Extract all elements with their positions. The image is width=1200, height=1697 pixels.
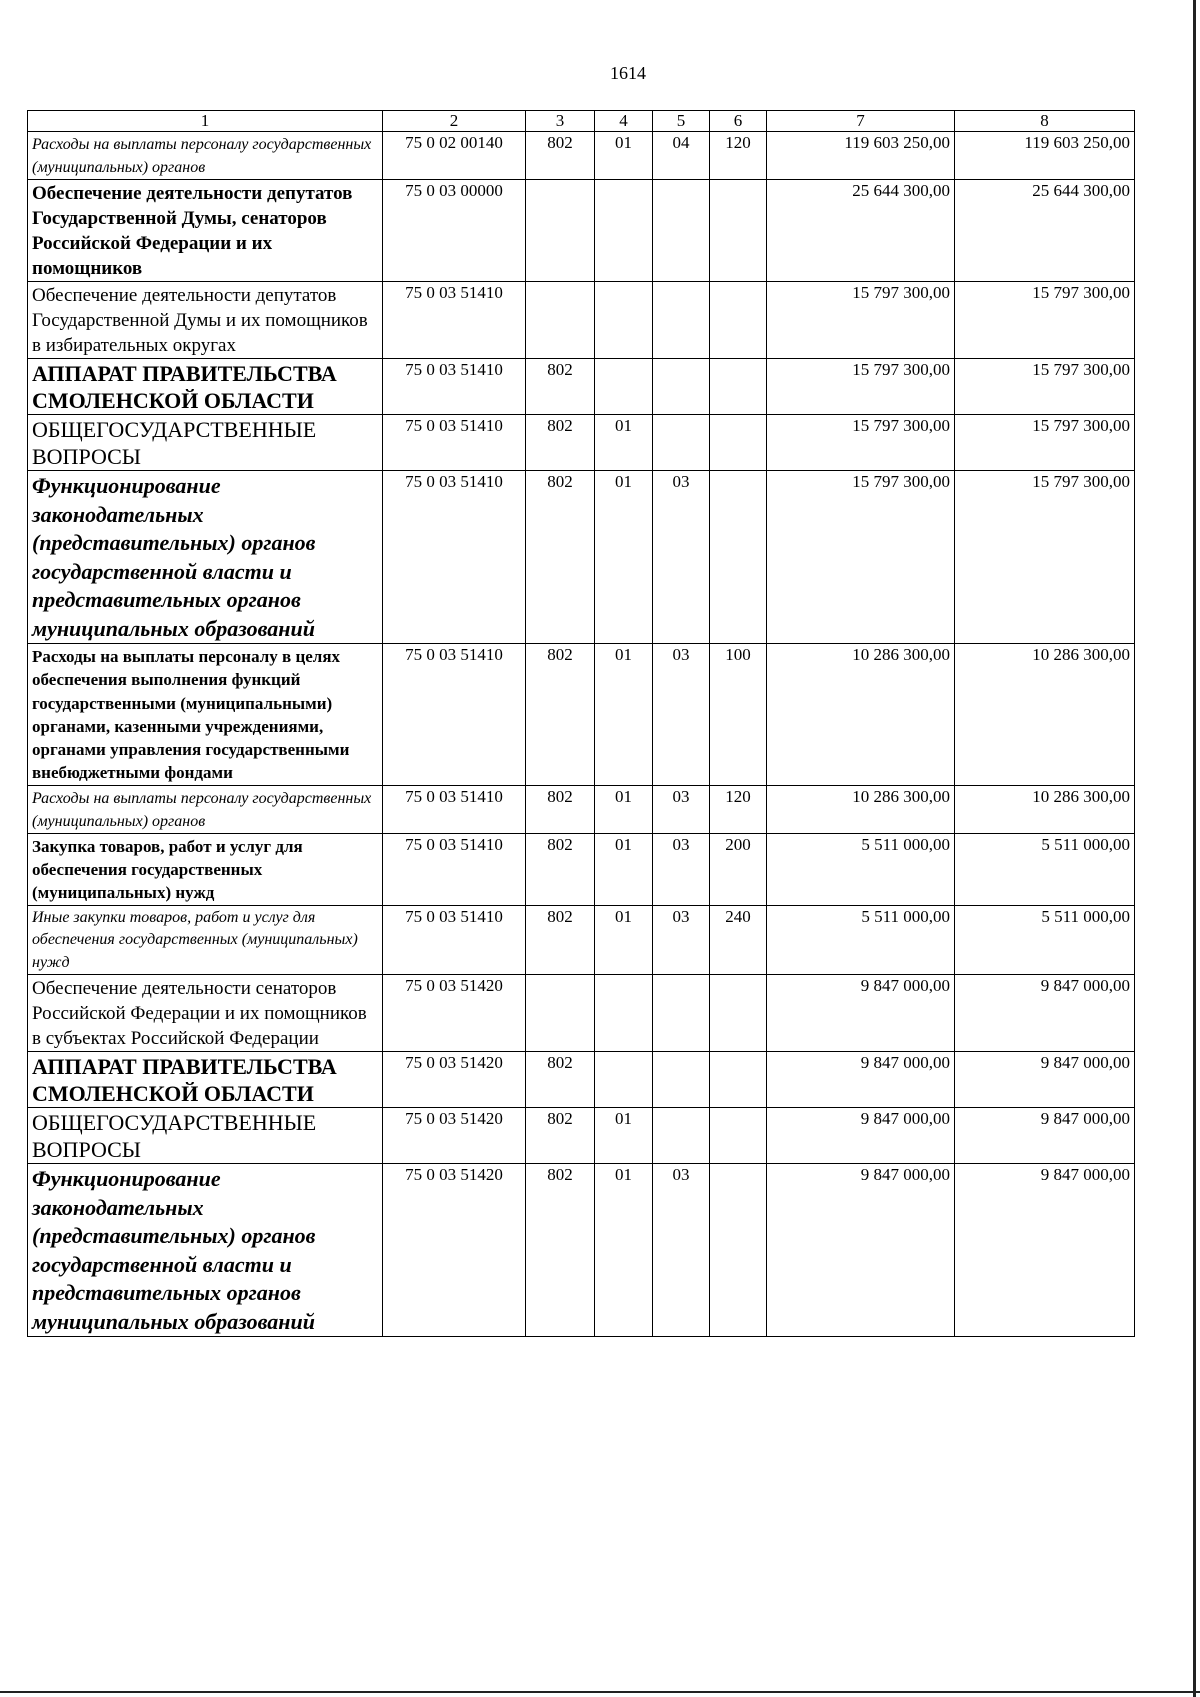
amount-2: 9 847 000,00 bbox=[955, 975, 1135, 1052]
amount-2: 25 644 300,00 bbox=[955, 180, 1135, 282]
row-name: АППАРАТ ПРАВИТЕЛЬСТВА СМОЛЕНСКОЙ ОБЛАСТИ bbox=[28, 359, 383, 415]
expense-type-code: 200 bbox=[710, 833, 767, 905]
subsection-code: 03 bbox=[653, 471, 710, 644]
table-row bbox=[28, 132, 1135, 180]
target-article-code: 75 0 03 51410 bbox=[383, 785, 526, 833]
ministry-code: 802 bbox=[526, 833, 595, 905]
amount-2: 15 797 300,00 bbox=[955, 282, 1135, 359]
scan-edge-bottom bbox=[0, 1691, 1200, 1693]
subsection-code: 03 bbox=[653, 785, 710, 833]
section-code bbox=[595, 282, 653, 359]
amount-2: 10 286 300,00 bbox=[955, 644, 1135, 786]
subsection-code bbox=[653, 359, 710, 415]
row-name: Обеспечение деятельности депутатов Государственной Думы и их помощников в избирательных округах bbox=[28, 282, 383, 359]
row-name: Расходы на выплаты персоналу государственных (муниципальных) органов bbox=[28, 132, 383, 180]
target-article-code: 75 0 03 51410 bbox=[383, 415, 526, 471]
target-article-code: 75 0 03 51410 bbox=[383, 833, 526, 905]
table-row bbox=[28, 1164, 1135, 1337]
subsection-code bbox=[653, 415, 710, 471]
target-article-code: 75 0 03 51410 bbox=[383, 282, 526, 359]
header-cell: 8 bbox=[955, 111, 1135, 132]
header-cell: 5 bbox=[653, 111, 710, 132]
subsection-code: 03 bbox=[653, 833, 710, 905]
section-code: 01 bbox=[595, 471, 653, 644]
row-name: Функционирование законодательных (представительных) органов государственной власти и представительных органов муниципальных образований bbox=[28, 471, 383, 644]
table-row bbox=[28, 1108, 1135, 1164]
section-code bbox=[595, 180, 653, 282]
section-code: 01 bbox=[595, 644, 653, 786]
row-name: Функционирование законодательных (представительных) органов государственной власти и представительных органов муниципальных образований bbox=[28, 1164, 383, 1337]
header-cell: 2 bbox=[383, 111, 526, 132]
amount-1: 9 847 000,00 bbox=[767, 975, 955, 1052]
ministry-code: 802 bbox=[526, 644, 595, 786]
amount-1: 119 603 250,00 bbox=[767, 132, 955, 180]
amount-2: 5 511 000,00 bbox=[955, 905, 1135, 975]
expense-type-code bbox=[710, 1164, 767, 1337]
section-code: 01 bbox=[595, 1108, 653, 1164]
expense-type-code bbox=[710, 1108, 767, 1164]
row-name: Обеспечение деятельности сенаторов Российской Федерации и их помощников в субъектах Российской Федерации bbox=[28, 975, 383, 1052]
ministry-code: 802 bbox=[526, 785, 595, 833]
target-article-code: 75 0 03 00000 bbox=[383, 180, 526, 282]
expense-type-code: 240 bbox=[710, 905, 767, 975]
row-name: Обеспечение деятельности депутатов Государственной Думы, сенаторов Российской Федерации и их помощников bbox=[28, 180, 383, 282]
amount-1: 10 286 300,00 bbox=[767, 785, 955, 833]
table-row bbox=[28, 975, 1135, 1052]
amount-2: 15 797 300,00 bbox=[955, 415, 1135, 471]
row-name: Расходы на выплаты персоналу государственных (муниципальных) органов bbox=[28, 785, 383, 833]
amount-2: 9 847 000,00 bbox=[955, 1052, 1135, 1108]
expense-type-code: 120 bbox=[710, 132, 767, 180]
target-article-code: 75 0 03 51420 bbox=[383, 1108, 526, 1164]
target-article-code: 75 0 03 51420 bbox=[383, 1052, 526, 1108]
amount-1: 10 286 300,00 bbox=[767, 644, 955, 786]
section-code bbox=[595, 1052, 653, 1108]
section-code: 01 bbox=[595, 905, 653, 975]
amount-1: 9 847 000,00 bbox=[767, 1052, 955, 1108]
section-code: 01 bbox=[595, 1164, 653, 1337]
row-name: ОБЩЕГОСУДАРСТВЕННЫЕ ВОПРОСЫ bbox=[28, 415, 383, 471]
budget-table bbox=[27, 110, 1135, 1337]
ministry-code: 802 bbox=[526, 415, 595, 471]
section-code: 01 bbox=[595, 132, 653, 180]
table-row bbox=[28, 833, 1135, 905]
row-name: АППАРАТ ПРАВИТЕЛЬСТВА СМОЛЕНСКОЙ ОБЛАСТИ bbox=[28, 1052, 383, 1108]
table-row bbox=[28, 785, 1135, 833]
table-row bbox=[28, 471, 1135, 644]
amount-2: 15 797 300,00 bbox=[955, 471, 1135, 644]
row-name: ОБЩЕГОСУДАРСТВЕННЫЕ ВОПРОСЫ bbox=[28, 1108, 383, 1164]
amount-2: 5 511 000,00 bbox=[955, 833, 1135, 905]
amount-2: 10 286 300,00 bbox=[955, 785, 1135, 833]
amount-2: 15 797 300,00 bbox=[955, 359, 1135, 415]
ministry-code: 802 bbox=[526, 1108, 595, 1164]
section-code: 01 bbox=[595, 785, 653, 833]
expense-type-code bbox=[710, 975, 767, 1052]
target-article-code: 75 0 03 51410 bbox=[383, 644, 526, 786]
table-row bbox=[28, 180, 1135, 282]
target-article-code: 75 0 02 00140 bbox=[383, 132, 526, 180]
row-name: Закупка товаров, работ и услуг для обеспечения государственных (муниципальных) нужд bbox=[28, 833, 383, 905]
amount-2: 9 847 000,00 bbox=[955, 1108, 1135, 1164]
amount-2: 119 603 250,00 bbox=[955, 132, 1135, 180]
amount-1: 15 797 300,00 bbox=[767, 359, 955, 415]
ministry-code: 802 bbox=[526, 471, 595, 644]
amount-1: 15 797 300,00 bbox=[767, 471, 955, 644]
amount-1: 5 511 000,00 bbox=[767, 833, 955, 905]
subsection-code: 03 bbox=[653, 905, 710, 975]
header-cell: 4 bbox=[595, 111, 653, 132]
subsection-code bbox=[653, 180, 710, 282]
target-article-code: 75 0 03 51410 bbox=[383, 359, 526, 415]
ministry-code bbox=[526, 180, 595, 282]
table-row bbox=[28, 644, 1135, 786]
subsection-code bbox=[653, 975, 710, 1052]
expense-type-code bbox=[710, 359, 767, 415]
amount-1: 5 511 000,00 bbox=[767, 905, 955, 975]
amount-1: 15 797 300,00 bbox=[767, 282, 955, 359]
amount-1: 9 847 000,00 bbox=[767, 1108, 955, 1164]
expense-type-code: 100 bbox=[710, 644, 767, 786]
target-article-code: 75 0 03 51410 bbox=[383, 471, 526, 644]
target-article-code: 75 0 03 51420 bbox=[383, 975, 526, 1052]
table-row bbox=[28, 282, 1135, 359]
section-code: 01 bbox=[595, 833, 653, 905]
header-cell: 7 bbox=[767, 111, 955, 132]
expense-type-code bbox=[710, 282, 767, 359]
section-code bbox=[595, 359, 653, 415]
amount-1: 25 644 300,00 bbox=[767, 180, 955, 282]
subsection-code: 04 bbox=[653, 132, 710, 180]
expense-type-code bbox=[710, 415, 767, 471]
ministry-code: 802 bbox=[526, 359, 595, 415]
header-cell: 3 bbox=[526, 111, 595, 132]
section-code bbox=[595, 975, 653, 1052]
ministry-code: 802 bbox=[526, 1164, 595, 1337]
ministry-code bbox=[526, 282, 595, 359]
amount-2: 9 847 000,00 bbox=[955, 1164, 1135, 1337]
table-row bbox=[28, 359, 1135, 415]
page-number: 1614 bbox=[610, 63, 646, 83]
expense-type-code: 120 bbox=[710, 785, 767, 833]
subsection-code bbox=[653, 282, 710, 359]
subsection-code: 03 bbox=[653, 644, 710, 786]
target-article-code: 75 0 03 51420 bbox=[383, 1164, 526, 1337]
subsection-code: 03 bbox=[653, 1164, 710, 1337]
table-row bbox=[28, 905, 1135, 975]
amount-1: 9 847 000,00 bbox=[767, 1164, 955, 1337]
ministry-code: 802 bbox=[526, 905, 595, 975]
section-code: 01 bbox=[595, 415, 653, 471]
scan-edge-right bbox=[1193, 0, 1196, 1697]
ministry-code: 802 bbox=[526, 132, 595, 180]
table-row bbox=[28, 415, 1135, 471]
row-name: Расходы на выплаты персоналу в целях обеспечения выполнения функций государственными (муниципальными) органами, казенными учреждениями, органами управления государственными внебюджетными фондами bbox=[28, 644, 383, 786]
header-cell: 1 bbox=[28, 111, 383, 132]
row-name: Иные закупки товаров, работ и услуг для обеспечения государственных (муниципальных) нужд bbox=[28, 905, 383, 975]
subsection-code bbox=[653, 1052, 710, 1108]
expense-type-code bbox=[710, 180, 767, 282]
ministry-code bbox=[526, 975, 595, 1052]
target-article-code: 75 0 03 51410 bbox=[383, 905, 526, 975]
expense-type-code bbox=[710, 1052, 767, 1108]
amount-1: 15 797 300,00 bbox=[767, 415, 955, 471]
expense-type-code bbox=[710, 471, 767, 644]
header-row bbox=[28, 111, 1135, 132]
table-row bbox=[28, 1052, 1135, 1108]
ministry-code: 802 bbox=[526, 1052, 595, 1108]
header-cell: 6 bbox=[710, 111, 767, 132]
subsection-code bbox=[653, 1108, 710, 1164]
